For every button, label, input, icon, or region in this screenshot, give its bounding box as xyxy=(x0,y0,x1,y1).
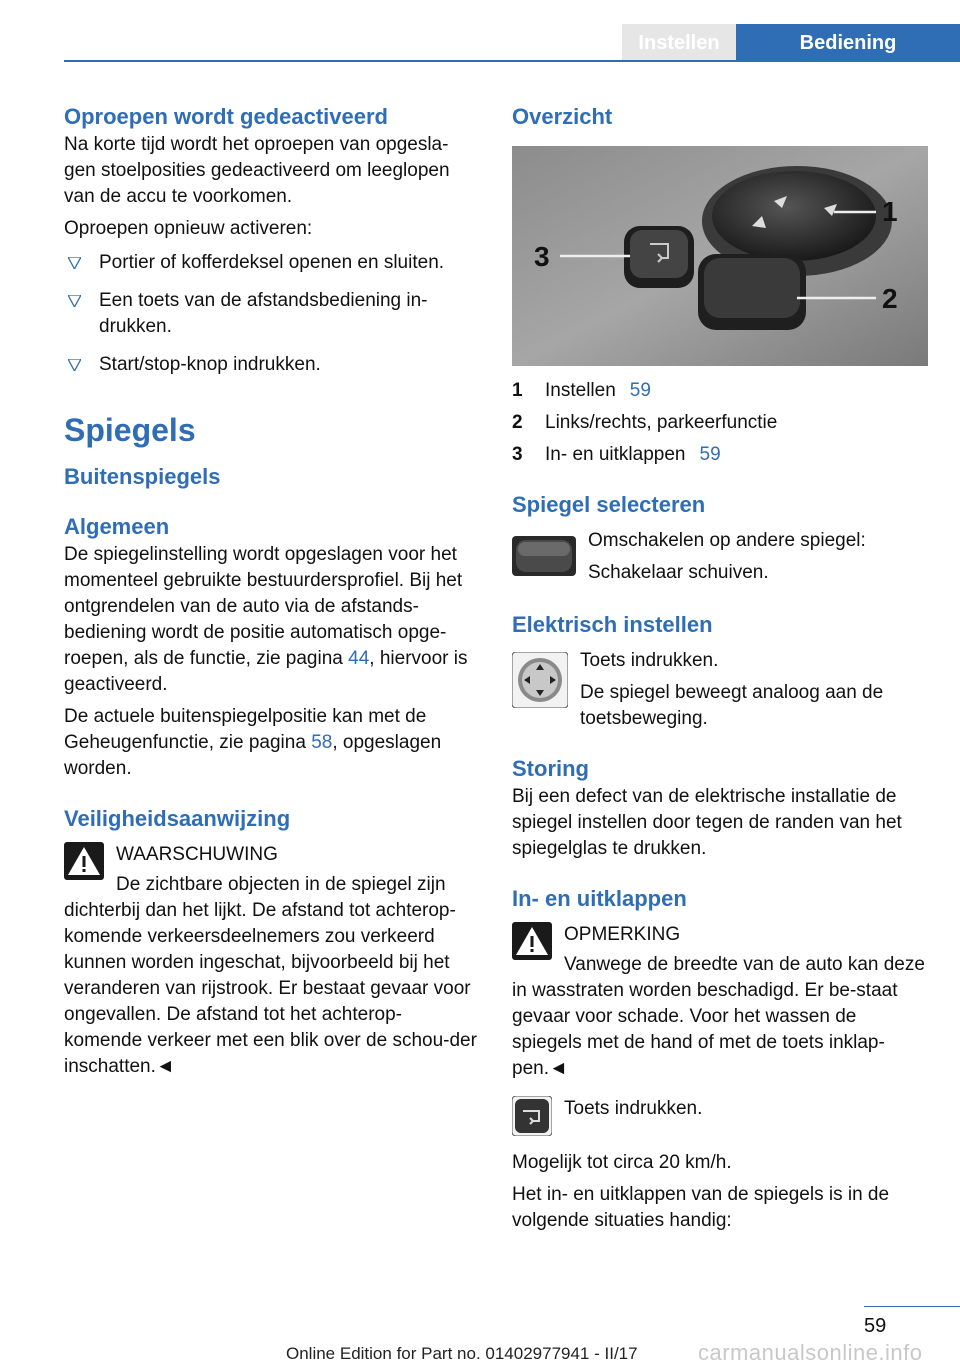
page-number: 59 xyxy=(864,1315,887,1337)
fold-mirror-icon xyxy=(512,1096,552,1136)
heading-algemeen: Algemeen xyxy=(64,514,170,539)
slide-switch-icon xyxy=(512,536,576,576)
warning-block xyxy=(64,842,480,1080)
header-rule xyxy=(64,60,960,62)
page-link[interactable]: 59 xyxy=(699,444,721,465)
note-text: Vanwege de breedte van de auto kan deze in wasstraten worden beschadigd. Er be-staat gevaar voor schade. Voor het wassen de spiegels met de hand of met de toets inklap-pen.◄ xyxy=(512,954,925,1079)
note-block xyxy=(512,922,928,1082)
heading-overzicht: Overzicht xyxy=(512,104,613,129)
page-link[interactable]: 59 xyxy=(629,380,651,401)
bullet-list xyxy=(64,250,480,378)
legend-list xyxy=(512,378,928,468)
paragraph-mogelijk: Mogelijk tot circa 20 km/h. xyxy=(512,1152,732,1173)
tab-instellen[interactable]: Instellen xyxy=(622,24,736,62)
list-item xyxy=(64,288,480,340)
heading-oproepen: Oproepen wordt gedeactiveerd xyxy=(64,104,388,129)
left-column xyxy=(64,100,480,1080)
footer-rule xyxy=(864,1306,960,1307)
list-item-text: Een toets van de afstandsbediening in-drukken. xyxy=(99,290,428,337)
page-link-58[interactable]: 58 xyxy=(311,732,333,753)
triangle-bullet-icon xyxy=(68,257,81,269)
legend-item: 1 Instellen 59 xyxy=(512,378,928,404)
warning-title: WAARSCHUWING xyxy=(116,844,278,865)
heading-inuit: In- en uitklappen xyxy=(512,886,687,911)
list-item xyxy=(64,250,480,276)
list-item-text: Start/stop-knop indrukken. xyxy=(99,354,321,375)
heading-buitenspiegels: Buitenspiegels xyxy=(64,464,221,489)
fold-button-text: Toets indrukken. xyxy=(564,1098,703,1119)
select-text-1: Omschakelen op andere spiegel: xyxy=(588,530,866,551)
heading-storing: Storing xyxy=(512,756,589,781)
page-link-44[interactable]: 44 xyxy=(348,648,370,669)
warning-triangle-icon xyxy=(64,842,104,880)
heading-spiegels: Spiegels xyxy=(64,412,196,448)
legend-item: 2 Links/rechts, parkeerfunctie xyxy=(512,412,778,433)
triangle-bullet-icon xyxy=(68,359,81,371)
direction-pad-icon xyxy=(512,652,568,708)
triangle-bullet-icon xyxy=(68,295,81,307)
note-title: OPMERKING xyxy=(564,924,681,945)
note-triangle-icon xyxy=(512,922,552,960)
paragraph-actuele: De actuele buitenspiegelpositie kan met de Geheugenfunctie, zie pagina 58, opgeslagen worden. xyxy=(64,706,442,779)
paragraph-algemeen: De spiegelinstelling wordt opgeslagen voor het momenteel gebruikte bestuurdersprofiel. Bij het ontgrendelen van de auto via de afstands-bediening wordt de positie automatisch opge-roepen, als de functie, zie pagina 44, hiervoor is geactiveerd. xyxy=(64,544,468,695)
elektrisch-block xyxy=(512,648,928,732)
heading-veiligheid: Veiligheidsaanwijzing xyxy=(64,806,291,831)
paragraph-storing: Bij een defect van de elektrische installatie de spiegel instellen door tegen de randen van het spiegelglas te drukken. xyxy=(512,786,902,859)
photo-label-3: 3 xyxy=(534,241,550,272)
elektrisch-text-2: De spiegel beweegt analoog aan de toetsbeweging. xyxy=(580,682,884,729)
list-item xyxy=(64,352,480,378)
elektrisch-text-1: Toets indrukken. xyxy=(580,650,719,671)
watermark: carmanualsonline.info xyxy=(698,1340,923,1362)
heading-selecteren: Spiegel selecteren xyxy=(512,492,706,517)
paragraph-oproepen: Na korte tijd wordt het oproepen van opgesla-gen stoelposities gedeactiveerd om leeglopen van de accu te voorkomen. xyxy=(64,134,450,207)
heading-elektrisch: Elektrisch instellen xyxy=(512,612,713,637)
fold-button-block xyxy=(512,1096,928,1136)
warning-text: De zichtbare objecten in de spiegel zijn dichterbij dan het lijkt. De afstand tot achterop-komende verkeersdeelnemers zou verkeerd kunnen worden ingeschat, bijvoorbeeld bij het veranderen van rijstrook. Er bestaat gevaar voor ongevallen. De afstand tot het achterop-komende verkeer met een blik over de schou-der inschatten.◄ xyxy=(64,874,477,1077)
paragraph-opnieuw: Oproepen opnieuw activeren: xyxy=(64,218,313,239)
tab-bediening[interactable]: Bediening xyxy=(736,24,960,62)
legend-item: 3 In- en uitklappen 59 xyxy=(512,442,928,468)
photo-label-2: 2 xyxy=(882,283,898,314)
paragraph-handig: Het in- en uitklappen van de spiegels is in de volgende situaties handig: xyxy=(512,1184,890,1231)
edition-text: Online Edition for Part no. 01402977941 - II/17 xyxy=(286,1344,638,1362)
mirror-switch-photo xyxy=(512,146,928,366)
list-item-text: Portier of kofferdeksel openen en sluiten. xyxy=(99,252,445,273)
photo-label-1: 1 xyxy=(882,196,898,227)
select-block xyxy=(512,526,928,586)
right-column xyxy=(512,100,928,1234)
select-text-2: Schakelaar schuiven. xyxy=(588,562,769,583)
